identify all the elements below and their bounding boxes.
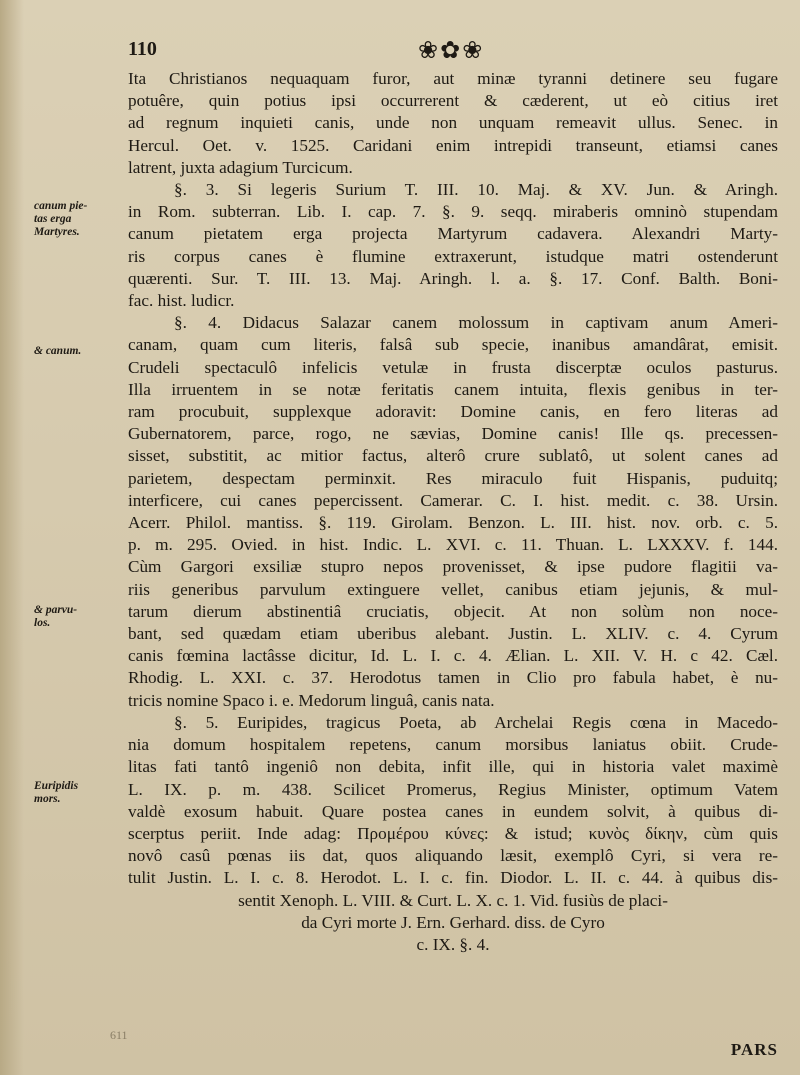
- text-line: canam, quam cum literis, falsâ sub specie, inanibus amandârat, emisit.: [128, 335, 778, 355]
- text-line: interficere, cui canes pepercissent. Camerar. C. I. hist. medit. c. 38. Ursin.: [128, 490, 778, 510]
- text-line: potuêre, quin potius ipsi occurrerent & cæderent, ut eò citius iret: [128, 91, 778, 111]
- text-line: bant, sed quædam etiam uberibus alebant. Justin. L. XLIV. c. 4. Cyrum: [128, 624, 778, 644]
- text-line: scerptus periit. Inde adag: Προμέρου κύνες: & istud; κυνὸς δίκην, cùm quis: [128, 823, 778, 843]
- text-line: riis generibus parvulum extinguere vellet, canibus etiam jejunis, & mul-: [128, 579, 778, 599]
- margin-note: canum pie- tas erga Martyres.: [34, 200, 88, 238]
- text-line: canis fœmina lactâsse dicitur, Id. L. I. c. 4. Ælian. L. XII. V. H. c 42. Cæl.: [128, 646, 778, 666]
- text-line: latrent, juxta adagium Turcicum.: [128, 157, 353, 177]
- text-line: tulit Justin. L. I. c. 8. Herodot. L. I. c. fin. Diodor. L. II. c. 44. à quibus dis-: [128, 868, 778, 888]
- text-line: Illa irruentem in se notæ feritatis canem intuita, flexis genibus in ter-: [128, 379, 778, 399]
- text-line: ram procubuit, supplexque adoravit: Domine canis, en fero literas ad: [128, 402, 778, 422]
- text-line: quærenti. Sur. T. III. 13. Maj. Aringh. l. a. §. 17. Conf. Balth. Boni-: [128, 268, 778, 288]
- text-line: L. IX. p. m. 438. Scilicet Promerus, Regius Minister, optimum Vatem: [128, 779, 778, 799]
- text-line: tarum dierum abstinentiâ cruciatis, objecit. At non solùm non noce-: [128, 601, 778, 621]
- text-line: valdè exosum habuit. Quare postea canes in eundem solvit, à quibus di-: [128, 801, 778, 821]
- text-line: sentit Xenoph. L. VIII. & Curt. L. X. c. 1. Vid. fusiùs de placi-: [238, 890, 668, 910]
- text-line: nia domum hospitalem repetens, canum morsibus laniatus obiit. Crude-: [128, 735, 778, 755]
- text-line: ad regnum inquieti canis, unde non unquam remeavit ullus. Senec. in: [128, 113, 778, 133]
- text-line: §. 4. Didacus Salazar canem molossum in captivam anum Ameri-: [174, 313, 778, 333]
- text-line: Crudeli spectaculô infelicis vetulæ in frusta discerptæ oculos pasturus.: [128, 357, 778, 377]
- text-line: in Rom. subterran. Lib. I. cap. 7. §. 9. seqq. miraberis omninò stupendam: [128, 202, 778, 222]
- page-header: [128, 38, 770, 68]
- main-text: [128, 68, 778, 956]
- text-line: litas fati tantô ingeniô non debita, infit ille, qui in historia valet maximè: [128, 757, 778, 777]
- text-line: Rhodig. L. XXI. c. 37. Herodotus tamen in Clio pro fabula habet, è nu-: [128, 668, 778, 688]
- text-line: §. 5. Euripides, tragicus Poeta, ab Archelai Regis cœna in Macedo-: [174, 712, 778, 732]
- header-ornament: ❀✿❀: [418, 38, 485, 64]
- text-line: da Cyri morte J. Ern. Gerhard. diss. de Cyro: [301, 912, 605, 932]
- text-line: Gubernatorem, parce, rogo, ne sævias, Domine canis! Ille qs. precessen-: [128, 424, 778, 444]
- text-line: canum pietatem erga projecta Martyrum cadavera. Alexandri Marty-: [128, 224, 778, 244]
- text-line: Acerr. Philol. mantiss. §. 119. Girolam. Benzon. L. III. hist. nov. orb. c. 5.: [128, 513, 778, 533]
- text-line: c. IX. §. 4.: [416, 934, 490, 954]
- margin-note: Euripidis mors.: [34, 780, 79, 805]
- text-line: Hercul. Oet. v. 1525. Caridani enim intrepidi transeunt, etiamsi canes: [128, 135, 778, 155]
- text-line: Ita Christianos nequaquam furor, aut minæ tyranni detinere seu fugare: [128, 69, 778, 88]
- text-line: sisset, substitit, ac mitior factus, alterô crure sublatô, ut solent canes ad: [128, 446, 778, 466]
- signature-mark: 611: [110, 1028, 128, 1042]
- text-line: ris corpus canes è flumine extraxerunt, istudque matri ostenderunt: [128, 246, 778, 266]
- text-line: Cùm Gargori exsiliæ stupro nepos provenisset, & ipse pudore flagitii va-: [128, 557, 778, 577]
- text-line: p. m. 295. Ovied. in hist. Indic. L. XVI. c. 11. Thuan. L. LXXXV. f. 144.: [128, 535, 778, 555]
- margin-note: & parvu- los.: [34, 604, 78, 629]
- catchword: PARS: [730, 1040, 778, 1059]
- text-line: novô casû pœnas iis dat, quos aliquando læsit, exemplô Cyri, si vera re-: [128, 846, 778, 866]
- page-number: 110: [128, 38, 157, 60]
- margin-note: & canum.: [34, 345, 82, 357]
- text-line: fac. hist. ludicr.: [128, 291, 235, 311]
- text-line: parietem, despectam perminxit. Res miraculo fuit Hispanis, puduitq;: [128, 468, 778, 488]
- text-line: tricis nomine Spaco i. e. Medorum linguâ, canis nata.: [128, 690, 495, 710]
- text-line: §. 3. Si legeris Surium T. III. 10. Maj. & XV. Jun. & Aringh.: [174, 180, 778, 200]
